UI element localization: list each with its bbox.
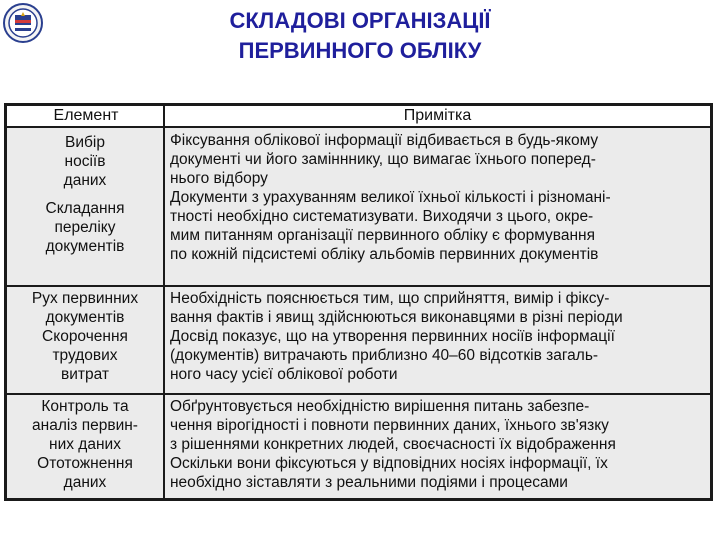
- title-line-2: ПЕРВИННОГО ОБЛІКУ: [238, 38, 482, 63]
- note-line: нього відбору: [170, 170, 268, 187]
- element-line: документів: [45, 238, 125, 255]
- page-title: [0, 6, 720, 66]
- header-element: Елемент: [53, 107, 119, 124]
- element-line: Рух первинних: [31, 290, 139, 307]
- note-line: Фіксування облікової інформації відбивається в будь-якому: [170, 132, 599, 149]
- header-note: Примітка: [403, 107, 472, 124]
- element-line: документів: [45, 309, 125, 326]
- table-row-2-element: [7, 289, 163, 384]
- note-line: вання фактів і явищ здійснюються виконавцями в різні періоди: [170, 309, 623, 326]
- note-line: ного часу усієї облікової роботи: [170, 366, 398, 383]
- table-row-3-element: [7, 397, 163, 492]
- row-divider-2: [7, 393, 710, 395]
- element-line: трудових: [52, 347, 118, 364]
- note-line: Необхідність пояснюється тим, що сприйняття, вимір і фіксу-: [170, 290, 610, 307]
- note-line: необхідно зіставляти з реальними подіями і процесами: [170, 474, 568, 491]
- element-line: них даних: [49, 436, 121, 453]
- table-header-row: [7, 106, 710, 128]
- element-line: переліку: [54, 219, 116, 236]
- note-line: Обґрунтовується необхідністю вирішення питань забезпе-: [170, 398, 590, 415]
- table-row-1-note: [170, 131, 704, 264]
- note-line: Документи з урахуванням великої їхньої кількості і різномані-: [170, 189, 611, 206]
- note-line: документі чи його замінннику, що вимагає їхнього поперед-: [170, 151, 596, 168]
- table-row-1-element: [7, 133, 163, 256]
- note-line: чення вірогідності і повноти первинних даних, їхнього зв'язку: [170, 417, 609, 434]
- column-divider: [163, 106, 165, 498]
- element-line: Контроль та: [41, 398, 129, 415]
- element-line: носіїв: [64, 153, 106, 170]
- note-line: мим питанням організації первинного обліку є формування: [170, 227, 595, 244]
- table-row-3-note: [170, 397, 704, 492]
- element-line: даних: [63, 172, 107, 189]
- organization-table: [4, 103, 713, 501]
- note-line: з рішеннями конкретних людей, своєчасності їх відображення: [170, 436, 616, 453]
- element-line: Скорочення: [42, 328, 128, 345]
- element-line: аналіз первин-: [32, 417, 138, 434]
- table-row-2-note: [170, 289, 704, 384]
- row-divider-1: [7, 285, 710, 287]
- note-line: тності необхідно систематизувати. Виходячи з цього, окре-: [170, 208, 594, 225]
- element-line: витрат: [61, 366, 109, 383]
- element-line: даних: [63, 474, 107, 491]
- element-line: Складання: [45, 200, 125, 217]
- note-line: по кожній підсистемі обліку альбомів первинних документів: [170, 246, 599, 263]
- element-line: Ототожнення: [37, 455, 133, 472]
- title-line-1: СКЛАДОВІ ОРГАНІЗАЦІЇ: [229, 8, 491, 33]
- note-line: Досвід показує, що на утворення первинних носіїв інформації: [170, 328, 615, 345]
- note-line: (документів) витрачають приблизно 40–60 відсотків загаль-: [170, 347, 599, 364]
- note-line: Оскільки вони фіксуються у відповідних носіях інформації, їх: [170, 455, 608, 472]
- element-line: Вибір: [65, 134, 105, 151]
